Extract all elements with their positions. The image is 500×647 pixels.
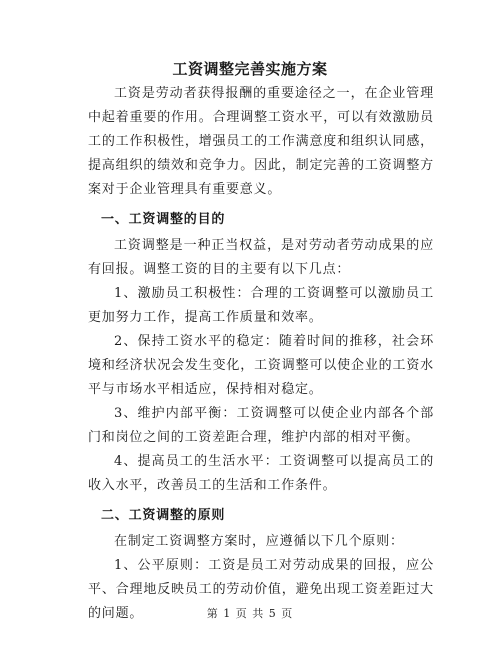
section-heading-principles: 二、工资调整的原则 <box>101 508 226 523</box>
principle-item-1: 1、公平原则：工资是员工对劳动成果的回报，应公平、合理地反映员工的劳动价值，避免出现工资差距过大的问题。 <box>88 558 434 621</box>
document-title: 工资调整完善实施方案 <box>172 60 328 78</box>
purpose-item-4: 4、提高员工的生活水平：工资调整可以提高员工的收入水平，改善员工的生活和工作条件。 <box>88 454 434 493</box>
section-heading-purpose: 一、工资调整的目的 <box>101 212 226 227</box>
purpose-item-1: 1、激励员工积极性：合理的工资调整可以激励员工更加努力工作，提高工作质量和效率。 <box>88 286 434 325</box>
document-body <box>88 82 434 626</box>
principles-intro-paragraph: 在制定工资调整方案时，应遵循以下几个原则： <box>114 534 404 549</box>
purpose-item-3: 3、维护内部平衡：工资调整可以使企业内部各个部门和岗位之间的工资差距合理，维护内部的相对平衡。 <box>88 406 434 445</box>
purpose-item-2: 2、保持工资水平的稳定：随着时间的推移，社会环境和经济状况会发生变化，工资调整可以使企业的工资水平与市场水平相适应，保持相对稳定。 <box>88 334 434 397</box>
intro-paragraph: 工资是劳动者获得报酬的重要途径之一，在企业管理中起着重要的作用。合理调整工资水平，可以有效激励员工的工作积极性，增强员工的工作满意度和组织认同感，提高组织的绩效和竞争力。因此，制定完善的工资调整方案对于企业管理具有重要意义。 <box>88 86 434 197</box>
purpose-intro-paragraph: 工资调整是一种正当权益，是对劳动者劳动成果的应有回报。调整工资的目的主要有以下几点： <box>88 238 434 277</box>
page-number-footer: 第 1 页 共 5 页 <box>206 607 294 620</box>
